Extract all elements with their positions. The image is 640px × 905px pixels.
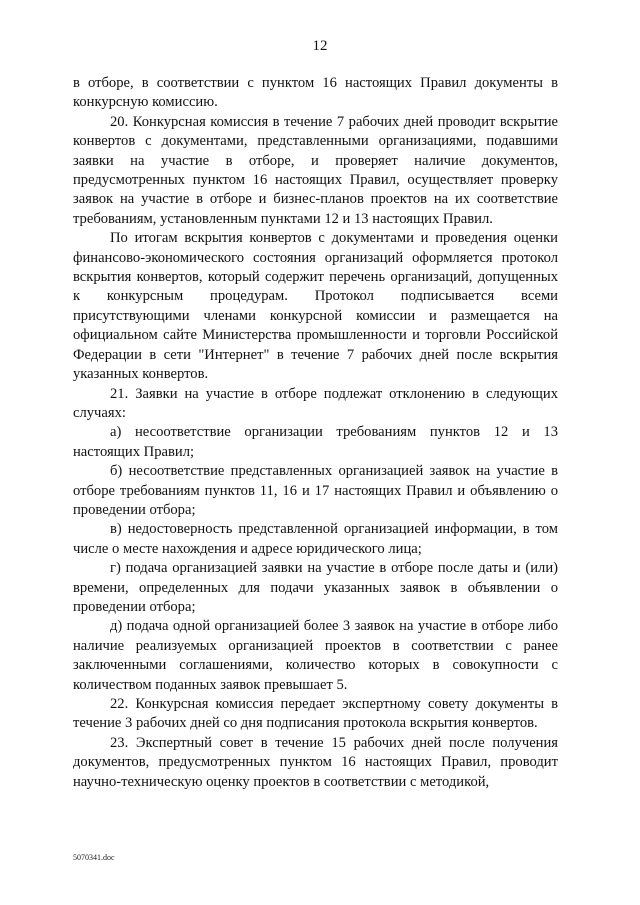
subitem-g: г) подача организацией заявки на участие в отборе после даты и (или) времени, определенных для подачи указанных заявок в объявлении о проведении отбора;	[73, 560, 558, 615]
paragraph-continuation: в отборе, в соответствии с пунктом 16 настоящих Правил документы в конкурсную комиссию.	[73, 75, 558, 111]
footer-file-name: 5070341.doc	[73, 853, 115, 862]
subitem-a: а) несоответствие организации требованиям пунктов 12 и 13 настоящих Правил;	[73, 424, 558, 460]
paragraph-protocol: По итогам вскрытия конвертов с документами и проведения оценки финансово-экономического состояния организаций оформляется протокол вскрытия конвертов, который содержит перечень организаций, допущенных к конкурсным процедурам. Протокол подписывается всеми присутствующими членами конкурсной комиссии и размещается на официальном сайте Министерства промышленности и торговли Российской Федерации в сети "Интернет" в течение 7 рабочих дней после вскрытия указанных конвертов.	[73, 230, 558, 383]
subitem-v: в) недостоверность представленной организацией информации, в том числе о месте нахождения и адресе юридического лица;	[73, 521, 558, 557]
page-number: 12	[312, 38, 328, 54]
paragraph-item-23: 23. Экспертный совет в течение 15 рабочих дней после получения документов, предусмотренных пунктом 16 настоящих Правил, проводит научно-техническую оценку проектов в соответствии с методикой,	[73, 734, 558, 790]
paragraph-item-20: 20. Конкурсная комиссия в течение 7 рабочих дней проводит вскрытие конвертов с документами, представленными организациями, подавшими заявки на участие в отборе, и проверяет наличие документов, предусмотренных пунктом 16 настоящих Правил, осуществляет проверку заявок на участие в отборе и бизнес-планов проектов на их соответствие требованиям, установленным пунктами 12 и 13 настоящих Правил.	[73, 113, 558, 227]
subitem-b: б) несоответствие представленных организацией заявок на участие в отборе требованиям пунктов 11, 16 и 17 настоящих Правил и объявлению о проведении отбора;	[73, 463, 558, 518]
document-body	[73, 74, 558, 792]
subitem-d: д) подача одной организацией более 3 заявок на участие в отборе либо наличие реализуемых организацией проектов в соответствии с ранее заключенными соглашениями, количество которых в совокупности с количеством поданных заявок превышает 5.	[73, 618, 558, 693]
paragraph-item-21: 21. Заявки на участие в отборе подлежат отклонению в следующих случаях:	[73, 385, 558, 421]
paragraph-item-22: 22. Конкурсная комиссия передает экспертному совету документы в течение 3 рабочих дней со дня подписания протокола вскрытия конвертов.	[73, 696, 558, 732]
